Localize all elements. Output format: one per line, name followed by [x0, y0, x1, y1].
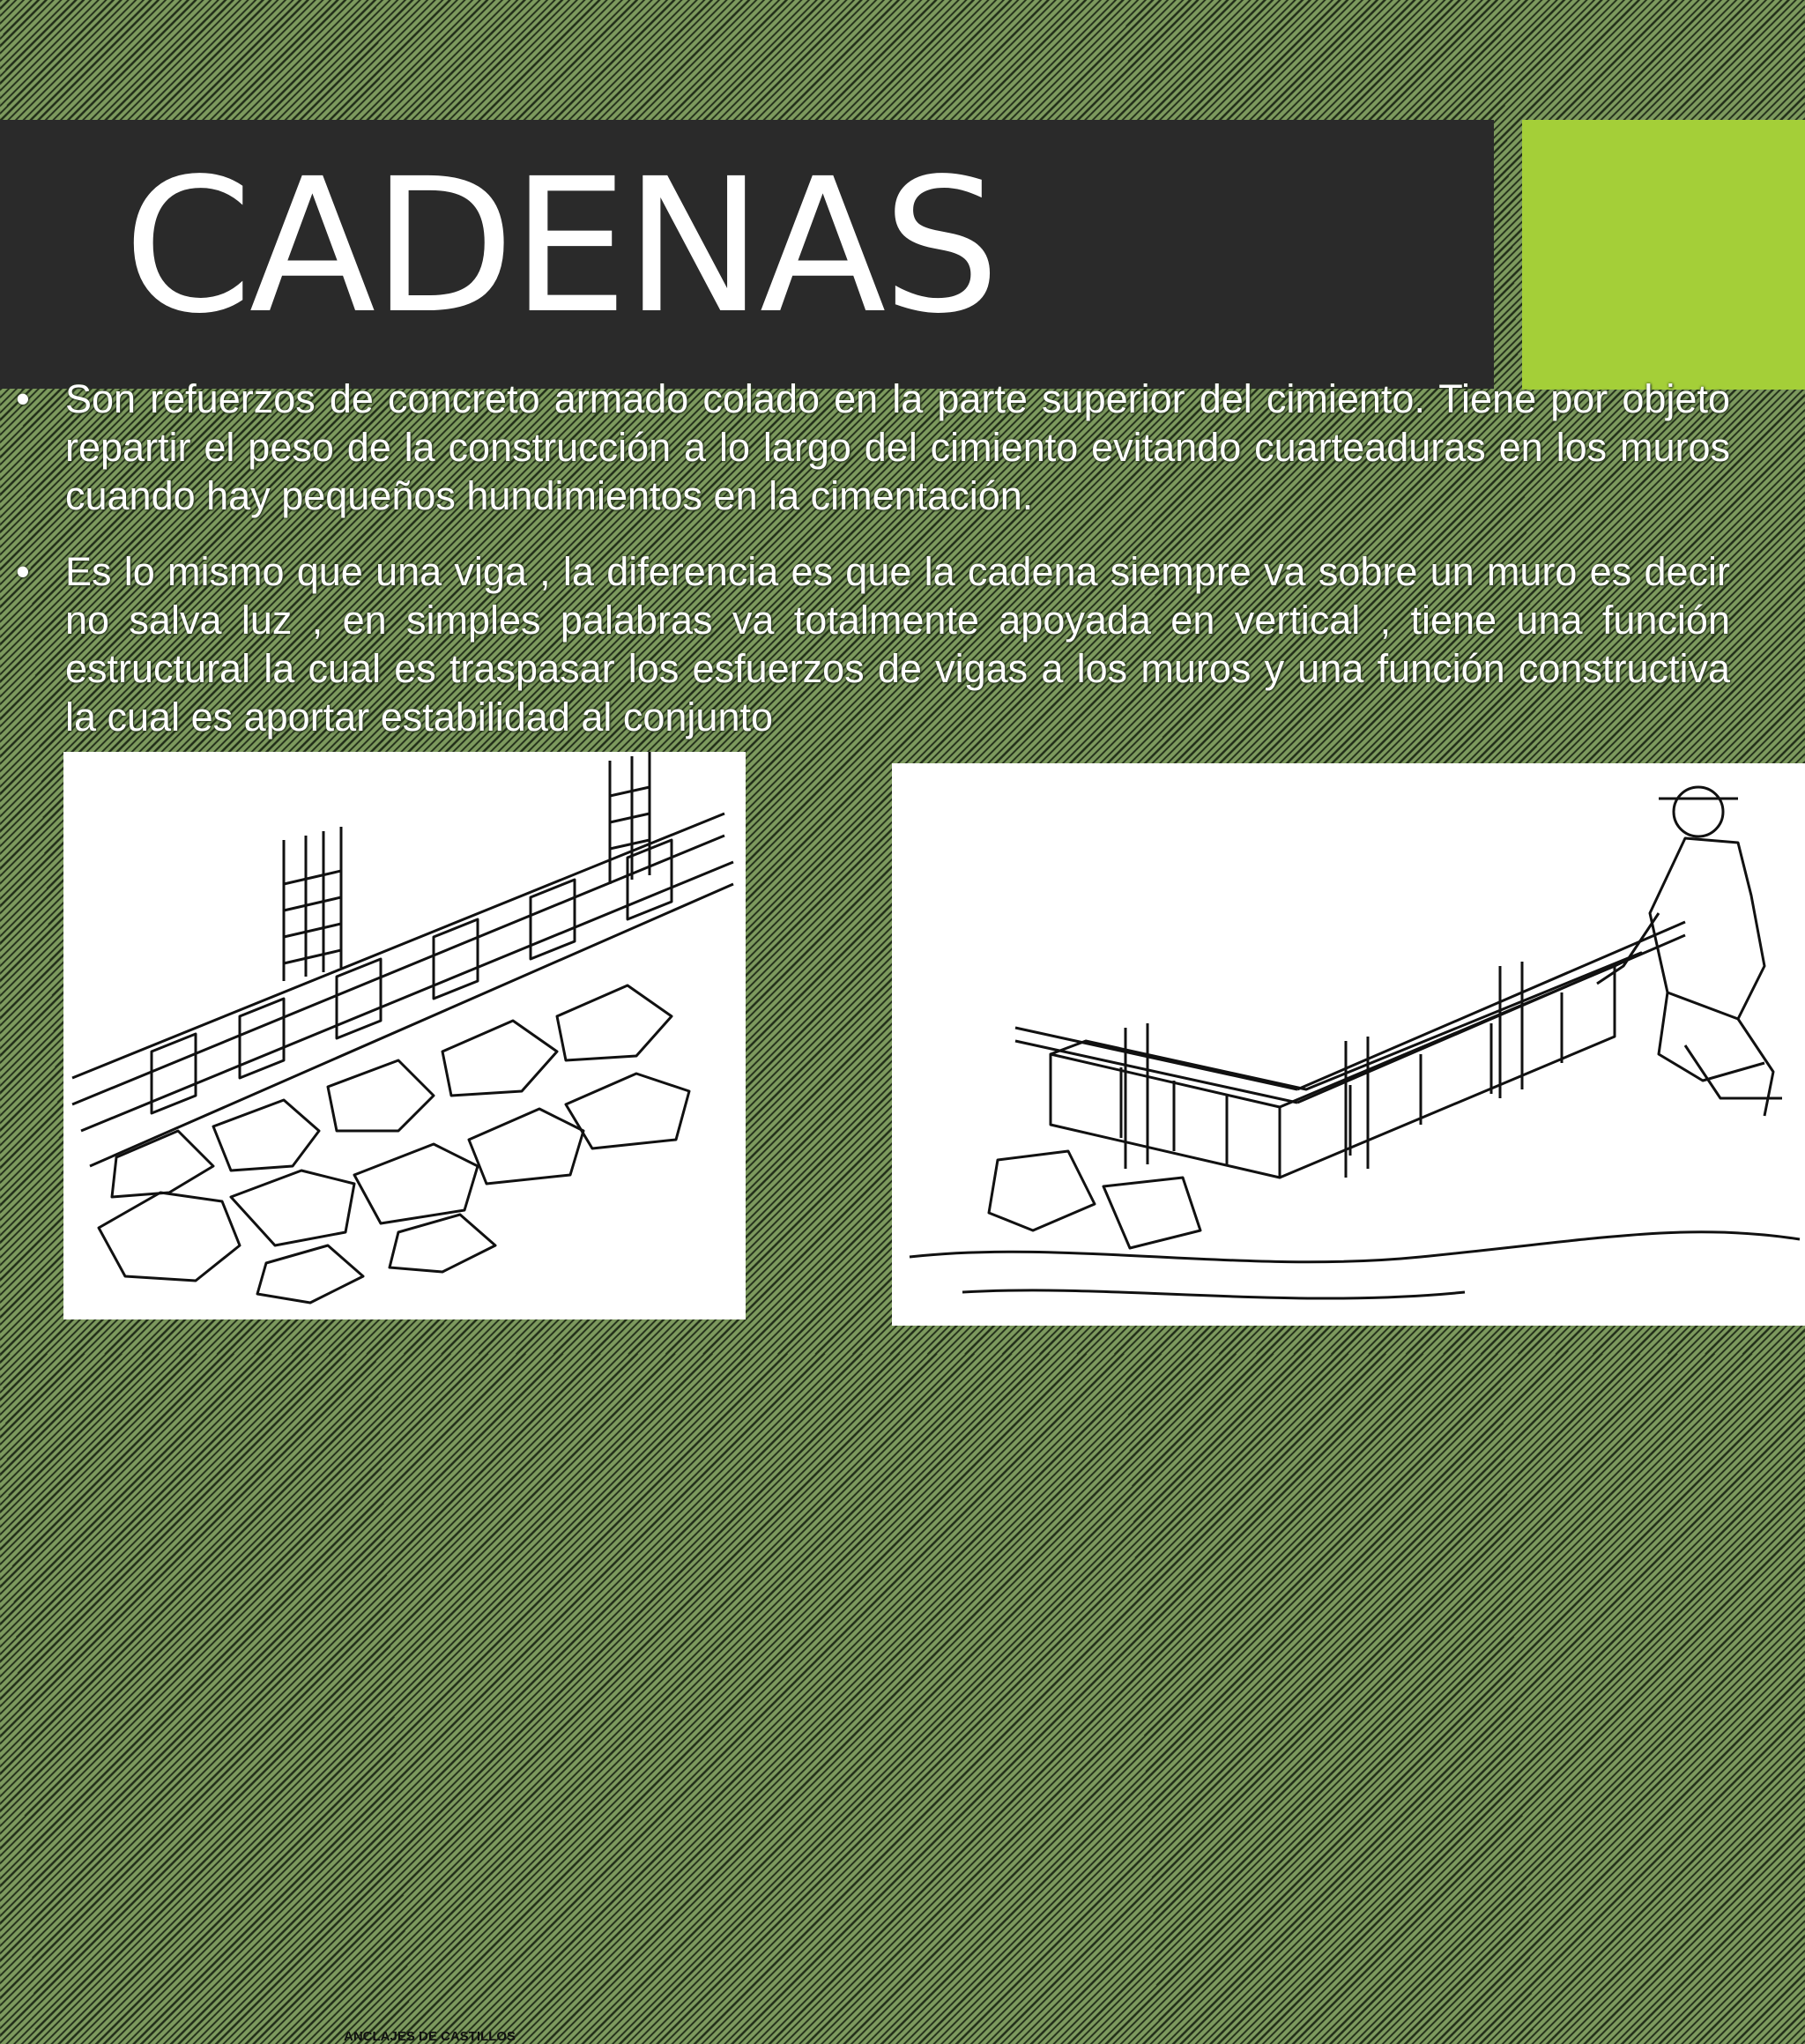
- rebar-stone-drawing: [63, 752, 746, 1319]
- chain-beam-construction-illustration: [892, 763, 1805, 1326]
- bullet-marker: •: [16, 376, 30, 421]
- bullet-text: Son refuerzos de concreto armado colado en la parte superior del cimiento. Tiene por objeto repartir el peso de la construcción a lo largo del cimiento evitando cuarteaduras en los muros cuando hay pequeños hundimientos en la cimentación.: [65, 376, 1730, 518]
- worker-formwork-drawing: [892, 763, 1805, 1326]
- slide-title: CADENAS: [123, 138, 997, 354]
- bullet-item: [16, 547, 1730, 741]
- bullet-item: [16, 375, 1730, 520]
- bullet-marker: •: [16, 549, 30, 594]
- bullet-list: [16, 375, 1730, 741]
- bullet-text: Es lo mismo que una viga , la diferencia es que la cadena siempre va sobre un muro es decir no salva luz , en simples palabras va totalmente apoyada en vertical , tiene una función estructural la cual es traspasar los esfuerzos de vigas a los muros y una función constructiva la cual es aportar estabilidad al conjunto: [65, 549, 1730, 740]
- accent-block: [1522, 120, 1805, 390]
- illustration-caption: ANCLAJES DE CASTILLOS: [344, 2029, 516, 2044]
- foundation-anchors-illustration: [63, 752, 746, 2044]
